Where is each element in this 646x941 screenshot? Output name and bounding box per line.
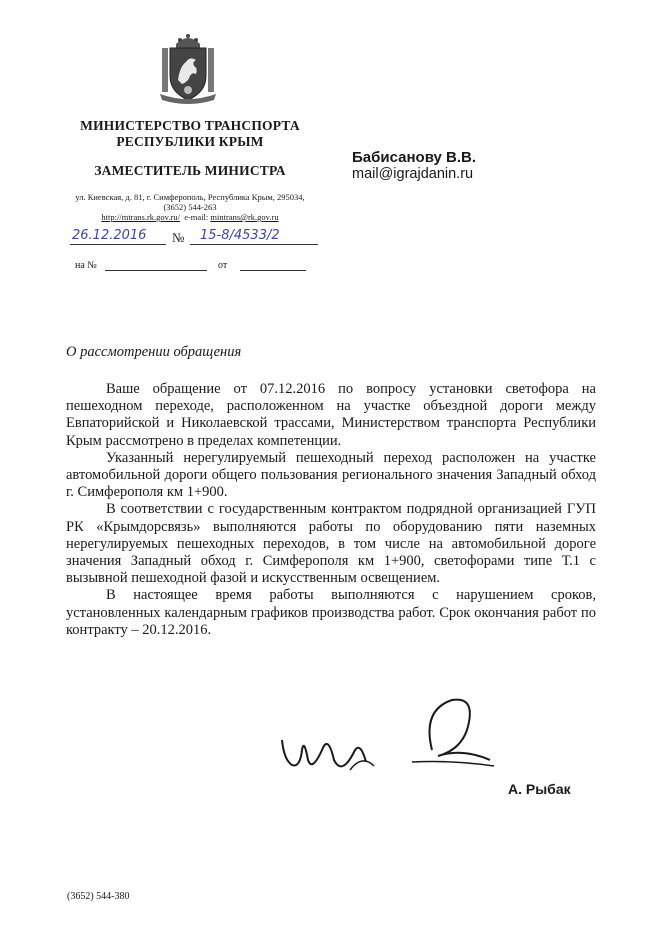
ref-date-line bbox=[240, 270, 306, 271]
ref-number-line bbox=[105, 270, 207, 271]
position-title: ЗАМЕСТИТЕЛЬ МИНИСТРА bbox=[94, 163, 286, 178]
handwritten-signature bbox=[262, 690, 502, 790]
website-link[interactable]: http://mtrans.rk.gov.ru/ bbox=[101, 212, 180, 222]
signer-name: А. Рыбак bbox=[508, 781, 571, 797]
registration-date: 26.12.2016 bbox=[72, 228, 147, 243]
recipient-name: Бабисанову В.В. bbox=[352, 149, 477, 166]
date-underline bbox=[70, 244, 166, 245]
subject-line: О рассмотрении обращения bbox=[66, 344, 242, 360]
paragraph-4: В настоящее время работы выполняются с нарушением сроков, установленных календарным графиков производства работ. Срок окончания работ по контракту – 20.12.2016. bbox=[66, 587, 596, 638]
contacts-line bbox=[50, 212, 330, 223]
ref-from-label: от bbox=[218, 260, 228, 271]
address-line2: (3652) 544-263 bbox=[163, 202, 217, 212]
ministry-name-line2: РЕСПУБЛИКИ КРЫМ bbox=[116, 134, 264, 149]
footer-phone: (3652) 544-380 bbox=[67, 891, 130, 902]
address-line1: ул. Киевская, д. 81, г. Симферополь, Республика Крым, 295034, bbox=[75, 192, 305, 202]
number-underline bbox=[190, 244, 318, 245]
number-sign: № bbox=[172, 230, 185, 245]
paragraph-2: Указанный нерегулируемый пешеходный переход расположен на участке автомобильной дороги общего пользования регионального значения Западный обход г. Симферополя км 1+900. bbox=[66, 449, 596, 501]
crimea-coat-of-arms-icon bbox=[156, 30, 220, 106]
ministry-name-line1: МИНИСТЕРСТВО ТРАНСПОРТА bbox=[80, 118, 300, 133]
ref-label: на № bbox=[75, 260, 97, 271]
registration-number: 15-8/4533/2 bbox=[200, 228, 280, 243]
email-label: e-mail: bbox=[184, 212, 209, 222]
letter-body bbox=[66, 381, 596, 639]
paragraph-3: В соответствии с государственным контрактом подрядной организацией ГУП РК «Крымдорсвязь» выполняются работы по оборудованию пяти наземных нерегулируемых пешеходных переходов, в том числе на автомобильной дороге значения Западный обход г. Симферополя км 1+900, светофорами типе Т.1 с вызывной пешеходной фазой и искусственным освещением. bbox=[66, 501, 596, 587]
paragraph-1: Ваше обращение от 07.12.2016 по вопросу установки светофора на пешеходном переходе, расположенном на участке объездной дороги между Евпаторийской и Николаевской трассами, Министерством транспорта Республики Крым рассмотрено в пределах компетенции. bbox=[66, 381, 596, 449]
email-link[interactable]: mintrans@rk.gov.ru bbox=[210, 212, 279, 222]
recipient-email: mail@igrajdanin.ru bbox=[352, 166, 474, 182]
